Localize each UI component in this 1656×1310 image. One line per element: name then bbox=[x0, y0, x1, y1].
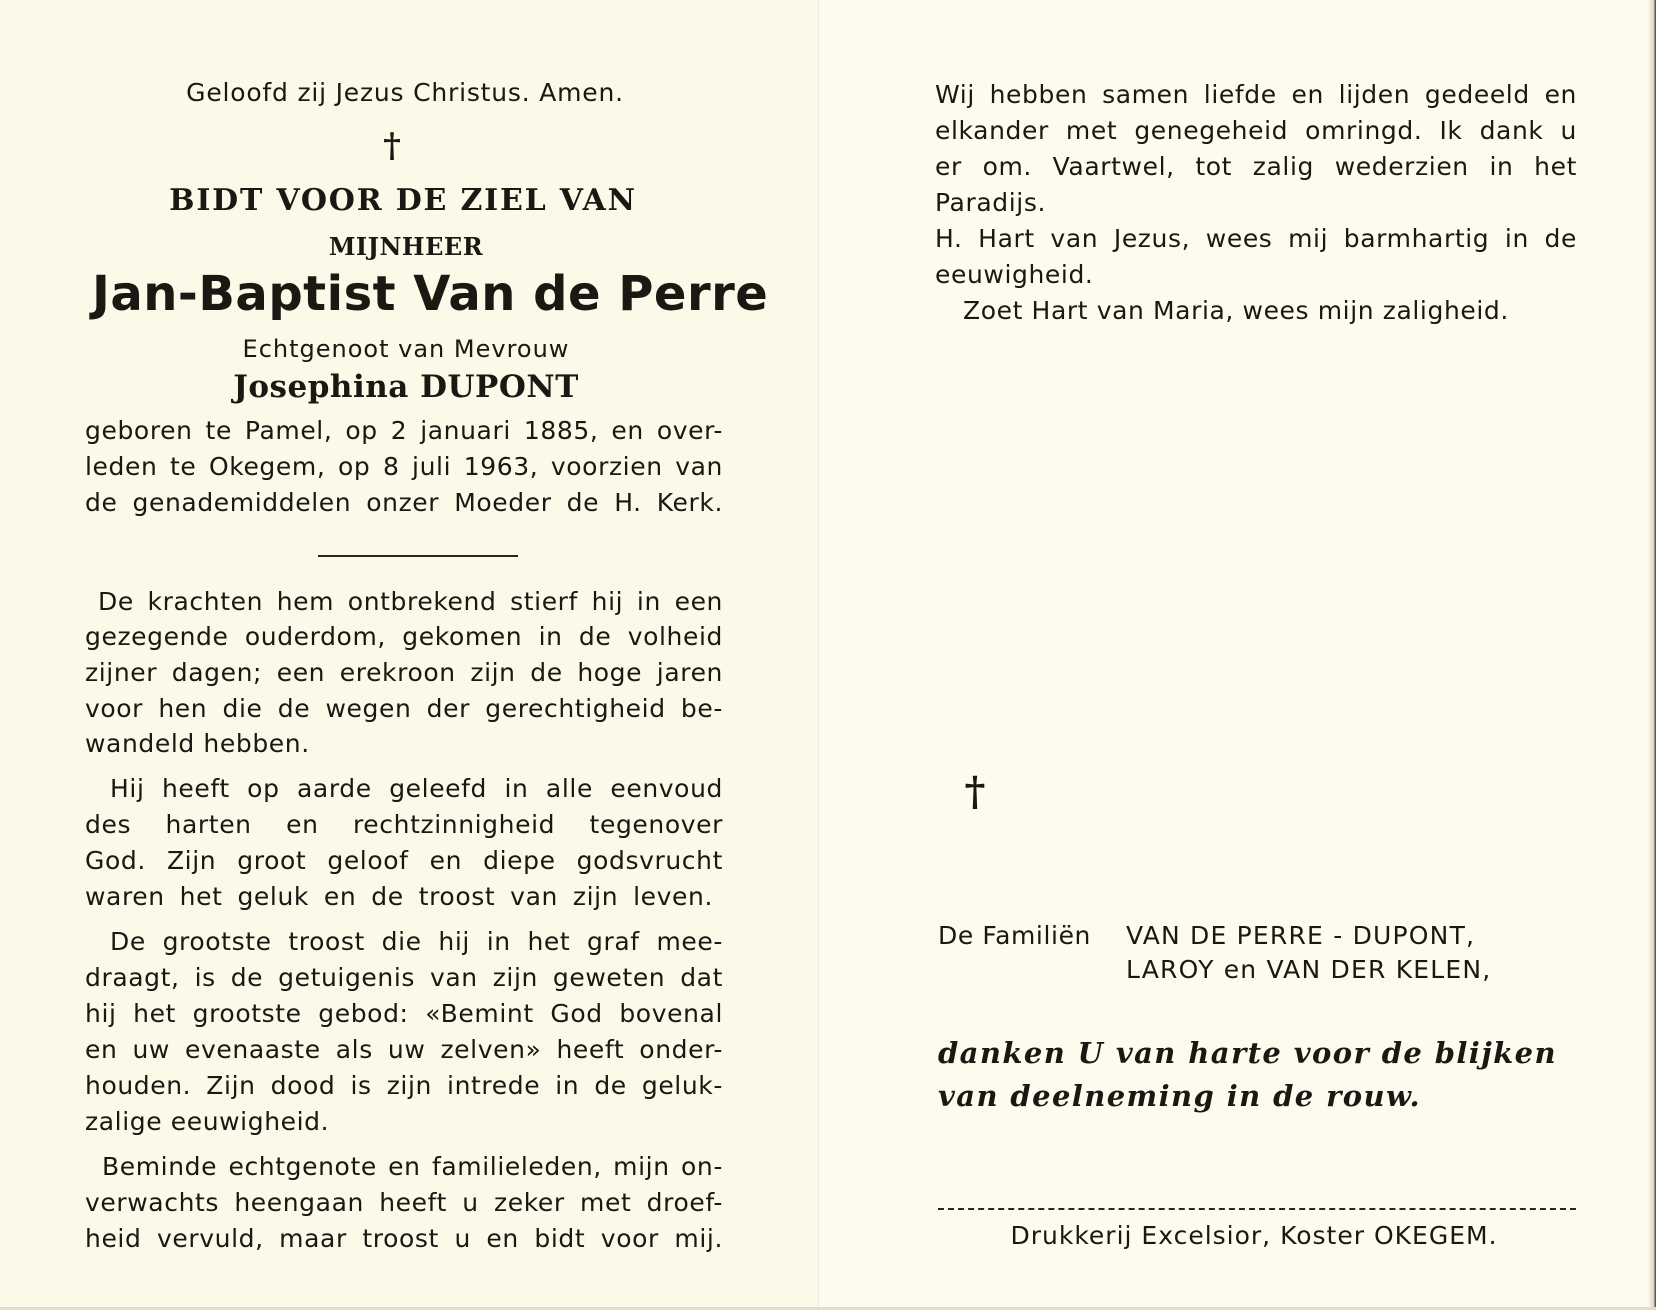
farewell-line: Paradijs. bbox=[935, 188, 1047, 217]
paragraph-line: des harten en rechtzinnigheid tegenover bbox=[85, 810, 723, 839]
spouse-intro: Echtgenoot van Mevrouw bbox=[242, 335, 570, 363]
paragraph-line: wandeld hebben. bbox=[85, 729, 310, 758]
card-fold bbox=[818, 0, 819, 1310]
spouse-name: Josephina DUPONT bbox=[233, 369, 579, 405]
thanks-line: van deelneming in de rouw. bbox=[938, 1079, 1421, 1113]
deceased-name: Jan-Baptist Van de Perre bbox=[92, 266, 769, 322]
farewell-line: er om. Vaartwel, tot zalig wederzien in het bbox=[935, 152, 1577, 181]
paragraph-line: verwachts heengaan heeft u zeker met droef- bbox=[85, 1188, 723, 1217]
honorific: MIJNHEER bbox=[328, 232, 484, 261]
thanks-line: danken U van harte voor de blijken bbox=[938, 1036, 1557, 1070]
bio-line: leden te Okegem, op 8 juli 1963, voorzien van bbox=[85, 452, 723, 481]
farewell-line: elkander met genegeheid omringd. Ik dank u bbox=[935, 116, 1577, 145]
prayer-heading: BIDT VOOR DE ZIEL VAN bbox=[169, 183, 637, 218]
paragraph-line: gezegende ouderdom, gekomen in de volheid bbox=[85, 622, 723, 651]
paragraph-line: en uw evenaaste als uw zelven» heeft onder- bbox=[85, 1035, 723, 1064]
paragraph-line: God. Zijn groot geloof en diepe godsvrucht bbox=[85, 846, 723, 875]
family-name: VAN DE PERRE - DUPONT, bbox=[1126, 921, 1476, 950]
bio-line: de genademiddelen onzer Moeder de H. Kerk. bbox=[85, 488, 723, 517]
opening-line: Geloofd zij Jezus Christus. Amen. bbox=[186, 78, 624, 107]
card-edge bbox=[1648, 0, 1656, 1310]
paragraph-line: Beminde echtgenote en familieleden, mijn on- bbox=[102, 1152, 723, 1181]
paragraph-line: De grootste troost die hij in het graf mee- bbox=[110, 927, 723, 956]
cross-icon: † bbox=[964, 768, 986, 815]
paragraph-line: Hij heeft op aarde geleefd in alle eenvoud bbox=[110, 774, 723, 803]
paragraph-line: De krachten hem ontbrekend stierf hij in een bbox=[98, 587, 723, 616]
paragraph-line: heid vervuld, maar troost u en bidt voor mij. bbox=[85, 1224, 723, 1253]
prayer-line: Zoet Hart van Maria, wees mijn zaligheid. bbox=[963, 296, 1509, 325]
paragraph-line: zalige eeuwigheid. bbox=[85, 1107, 330, 1136]
bio-line: geboren te Pamel, op 2 januari 1885, en over- bbox=[85, 416, 723, 445]
family-name: LAROY en VAN DER KELEN, bbox=[1126, 955, 1492, 984]
prayer-line: H. Hart van Jezus, wees mij barmhartig in de bbox=[935, 224, 1577, 253]
farewell-line: Wij hebben samen liefde en lijden gedeeld en bbox=[935, 80, 1577, 109]
paragraph-line: voor hen die de wegen der gerechtigheid be- bbox=[85, 694, 723, 723]
cross-icon: † bbox=[383, 126, 401, 166]
dashed-divider bbox=[938, 1208, 1576, 1210]
paragraph-line: draagt, is de getuigenis van zijn geweten dat bbox=[85, 963, 723, 992]
printer-credit: Drukkerij Excelsior, Koster OKEGEM. bbox=[1010, 1221, 1498, 1250]
paragraph-line: hij het grootste gebod: «Bemint God bovenal bbox=[85, 999, 723, 1028]
families-label: De Familiën bbox=[938, 921, 1091, 950]
paragraph-line: houden. Zijn dood is zijn intrede in de geluk- bbox=[85, 1071, 723, 1100]
paragraph-line: waren het geluk en de troost van zijn leven. bbox=[85, 882, 713, 911]
paragraph-line: zijner dagen; een erekroon zijn de hoge jaren bbox=[85, 658, 723, 687]
prayer-line: eeuwigheid. bbox=[935, 260, 1094, 289]
divider bbox=[318, 555, 518, 557]
